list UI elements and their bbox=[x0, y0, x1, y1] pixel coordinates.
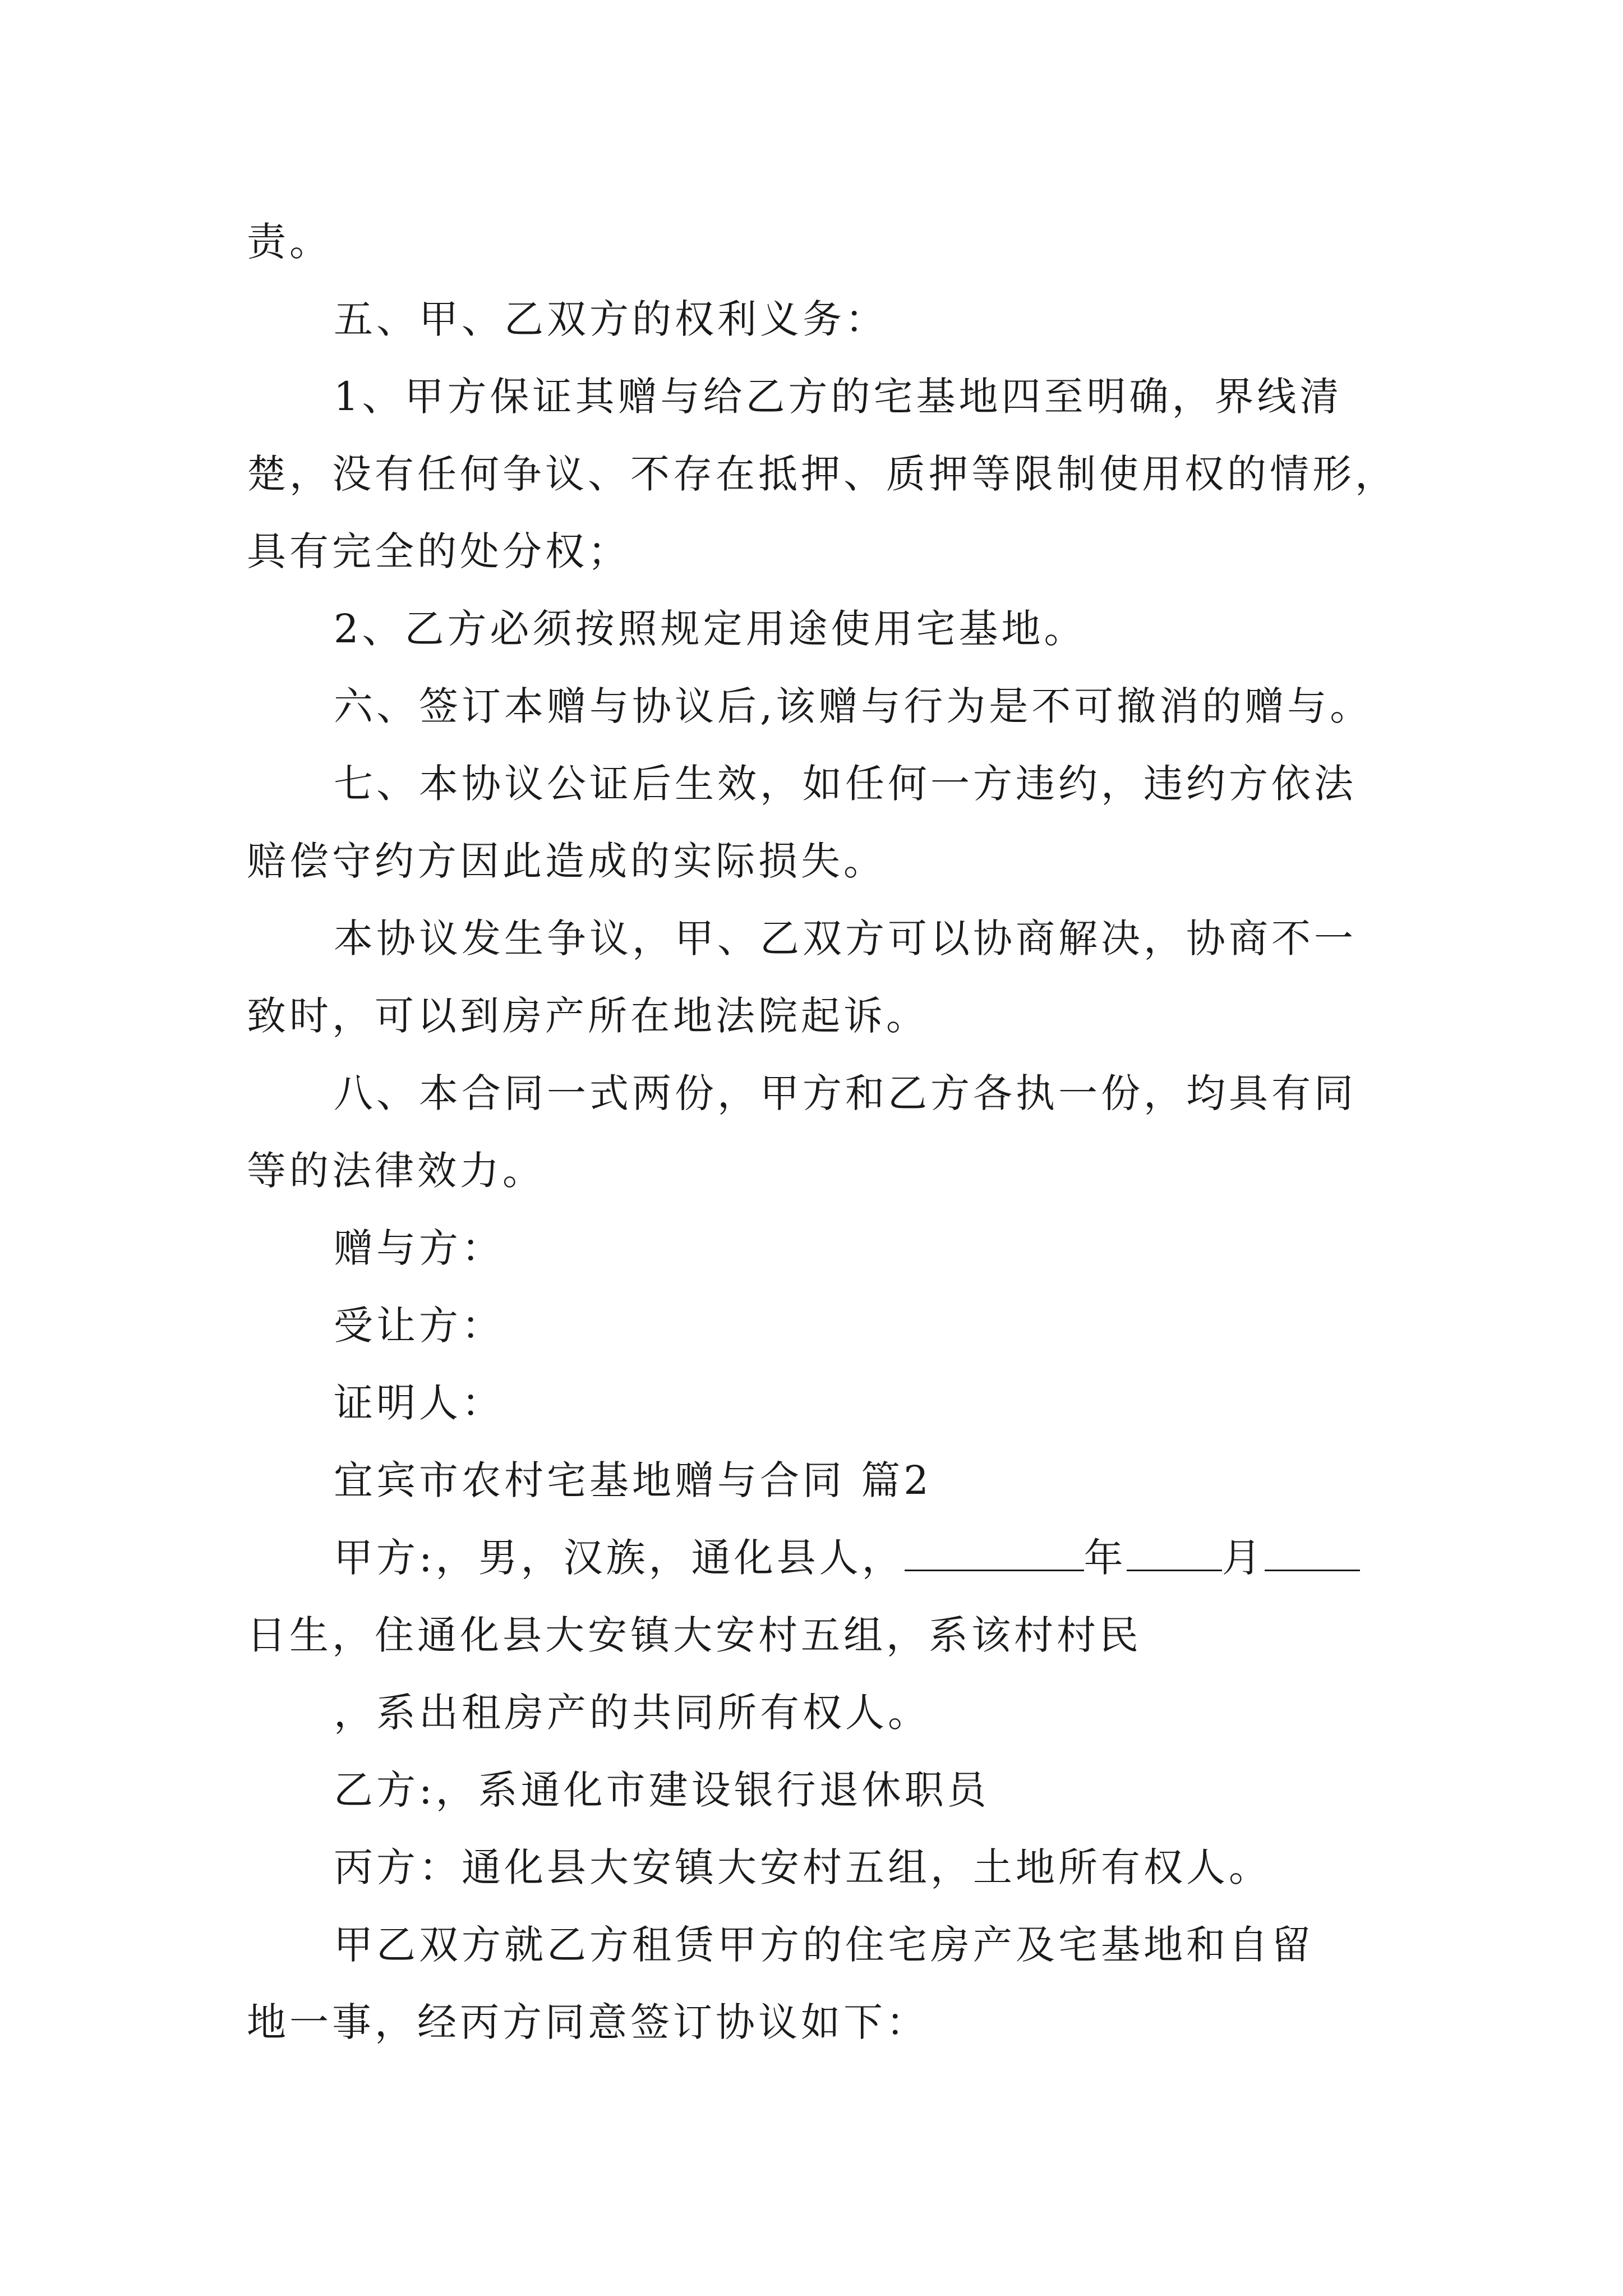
paragraph-line: 甲乙双方就乙方租赁甲方的住宅房产及宅基地和自留 bbox=[334, 1922, 1314, 1968]
paragraph-line: 责。 bbox=[247, 219, 332, 265]
paragraph-line: 楚，没有任何争议、不存在抵押、质押等限制使用权的情形， bbox=[247, 451, 1398, 497]
signature-witness: 证明人： bbox=[334, 1380, 504, 1426]
party-a-prefix: 甲方:，男，汉族，通化县人， bbox=[334, 1535, 905, 1581]
month-label: 月 bbox=[1221, 1535, 1265, 1581]
year-label: 年 bbox=[1083, 1535, 1127, 1581]
paragraph-line: 地一事，经丙方同意签订协议如下： bbox=[247, 1999, 929, 2045]
paragraph-line: 具有完全的处分权； bbox=[247, 528, 630, 574]
signature-donor: 赠与方： bbox=[334, 1225, 504, 1271]
paragraph-line: 致时，可以到房产所在地法院起诉。 bbox=[247, 993, 929, 1039]
day-blank bbox=[1265, 1535, 1360, 1571]
document-body bbox=[247, 203, 1396, 2061]
paragraph-line: 七、本协议公证后生效，如任何一方违约，违约方依法 bbox=[334, 761, 1357, 807]
paragraph-line: 等的法律效力。 bbox=[247, 1148, 545, 1194]
section-title-part2: 宜宾市农村宅基地赠与合同 篇2 bbox=[334, 1457, 932, 1503]
paragraph-line: ，系出租房产的共同所有权人。 bbox=[334, 1690, 930, 1736]
party-c-line: 丙方：通化县大安镇大安村五组，土地所有权人。 bbox=[334, 1844, 1271, 1890]
signature-recipient: 受让方： bbox=[334, 1303, 504, 1349]
paragraph-line: 八、本合同一式两份，甲方和乙方各执一份，均具有同 bbox=[334, 1070, 1357, 1116]
paragraph-line: 六、签订本赠与协议后,该赠与行为是不可撤消的赠与。 bbox=[334, 683, 1373, 729]
month-blank bbox=[1127, 1535, 1222, 1571]
paragraph-line: 1、甲方保证其赠与给乙方的宅基地四至明确，界线清 bbox=[334, 374, 1343, 420]
party-a-line bbox=[247, 1519, 1396, 1596]
paragraph-line: 2、乙方必须按照规定用途使用宅基地。 bbox=[334, 606, 1087, 652]
paragraph-line: 本协议发生争议，甲、乙双方可以协商解决，协商不一 bbox=[334, 915, 1357, 961]
year-blank bbox=[905, 1535, 1084, 1571]
paragraph-line: 赔偿守约方因此造成的实际损失。 bbox=[247, 838, 886, 884]
party-b-line: 乙方:，系通化市建设银行退休职员 bbox=[334, 1767, 990, 1813]
section-heading-rights: 五、甲、乙双方的权利义务： bbox=[334, 296, 888, 342]
paragraph-line: 日生，住通化县大安镇大安村五组，系该村村民 bbox=[247, 1612, 1142, 1658]
